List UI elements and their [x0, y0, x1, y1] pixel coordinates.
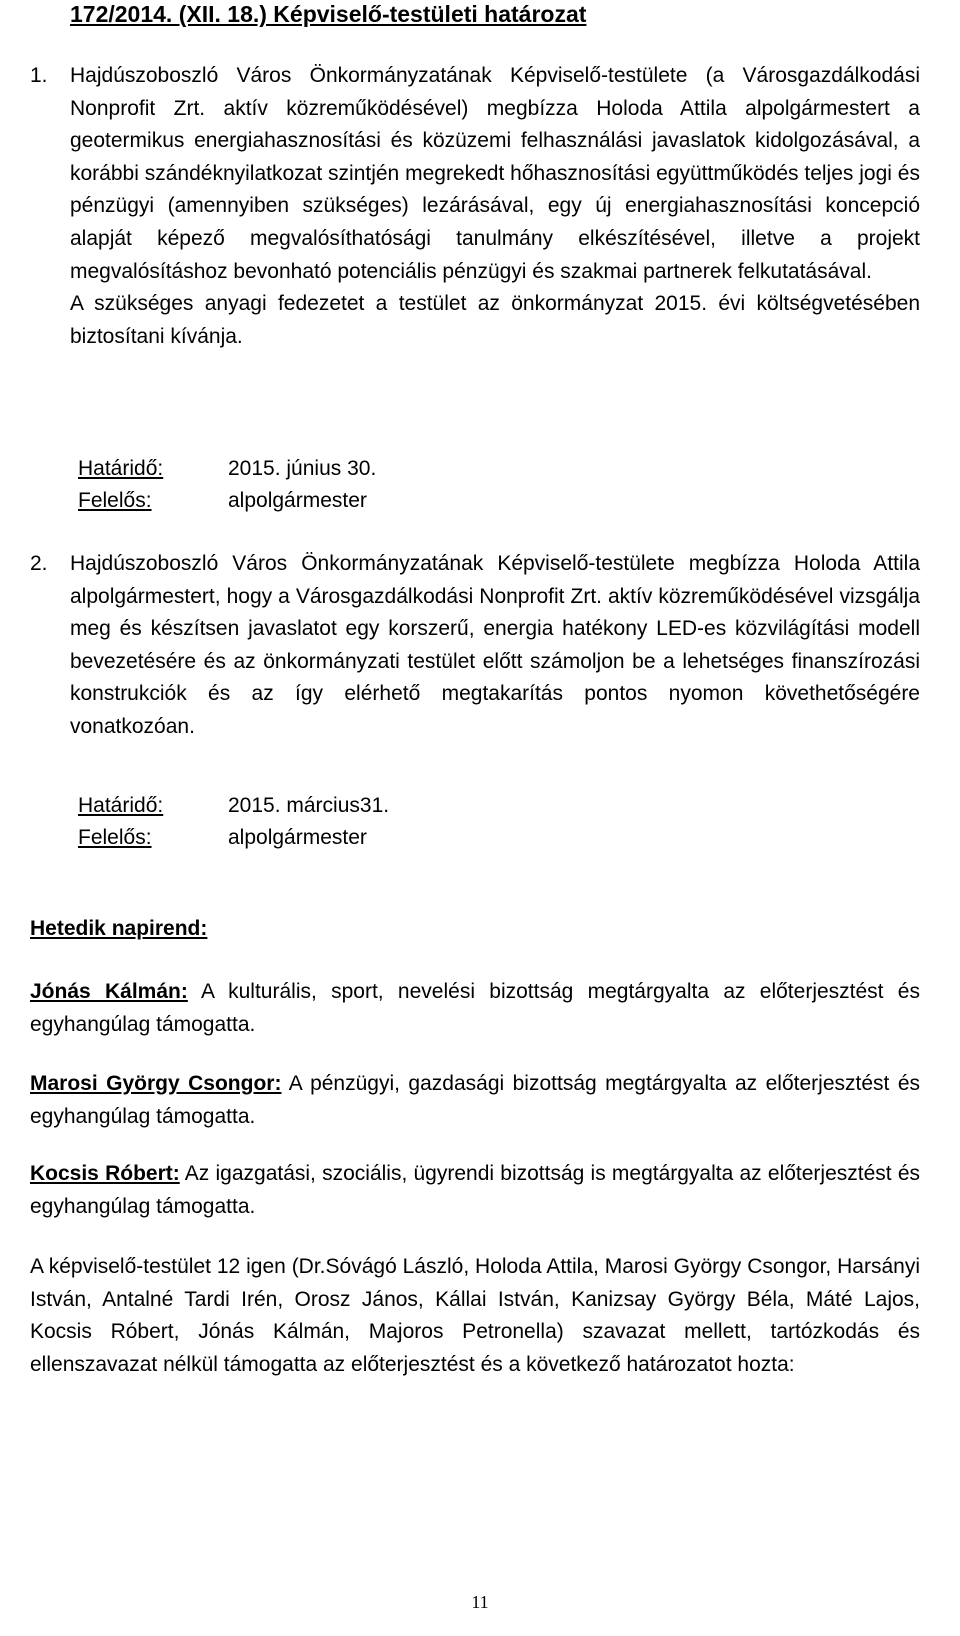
- agenda-section-title: Hetedik napirend:: [30, 917, 208, 940]
- statement-text: A kulturális, sport, nevelési bizottság megtárgyalta az előterjesztést és egyhangúlag támogatta.: [30, 980, 920, 1036]
- deadline-line-1: Határidő: 2015. június 30.: [78, 457, 377, 480]
- responsible-value: alpolgármester: [228, 826, 367, 849]
- deadline-label: Határidő: [78, 457, 158, 480]
- item-body: [70, 60, 920, 353]
- statement-text: A pénzügyi, gazdasági bizottság megtárgyalta az előterjesztést és egyhangúlag támogatta.: [30, 1072, 920, 1128]
- item-body: [70, 548, 920, 744]
- item-paragraph: A szükséges anyagi fedezetet a testület az önkormányzat 2015. évi költségvetésében biztosítani kívánja.: [70, 292, 920, 348]
- item-paragraph: Hajdúszoboszló Város Önkormányzatának Képviselő-testülete megbízza Holoda Attila alpolgármestert, hogy a Városgazdálkodási Nonprofit Zrt. aktív közreműködésével vizsgálja meg és készítsen javaslatot egy korszerű, energia hatékony LED-es közvilágítási modell bevezetésére és az önkormányzati testület előtt számoljon be a lehetséges finanszírozási konstrukciók és az így elérhető megtakarítás pontos nyomon követhetőségére vonatkozóan.: [70, 552, 920, 738]
- responsible-label: Felelős: [78, 826, 146, 849]
- speaker-name: Marosi György Csongor:: [30, 1072, 282, 1095]
- vote-result-paragraph: A képviselő-testület 12 igen (Dr.Sóvágó László, Holoda Attila, Marosi György Csongor, Harsányi István, Antalné Tardi Irén, Orosz János, Kállai István, Kanizsay György Béla, Máté Lajos, Kocsis Róbert, Jónás Kálmán, Majoros Petronella) szavazat mellett, tartózkodás és ellenszavazat nélkül támogatta az előterjesztést és a következő határozatot hozta:: [30, 1255, 920, 1376]
- resolution-title: 172/2014. (XII. 18.) Képviselő-testületi határozat: [70, 1, 587, 27]
- speaker-name: Kocsis Róbert:: [30, 1162, 180, 1185]
- committee-statement: [30, 976, 920, 1041]
- responsible-value: alpolgármester: [228, 489, 367, 512]
- item-paragraph: Hajdúszoboszló Város Önkormányzatának Képviselő-testülete (a Városgazdálkodási Nonprofit Zrt. aktív közreműködésével) megbízza Holoda Attila alpolgármestert a geotermikus energiahasznosítási és közüzemi felhasználási javaslatok kidolgozásával, a korábbi szándéknyilatkozat szintjén megrekedt hőhasznosítási együttműködés teljes jogi és pénzügyi (amennyiben szükséges) lezárásával, egy új energiahasznosítási koncepció alapját képező megvalósíthatósági tanulmány elkészítésével, illetve a projekt megvalósításhoz bevonható potenciális pénzügyi és szakmai partnerek felkutatásával.: [70, 64, 920, 283]
- deadline-label: Határidő: [78, 794, 158, 817]
- deadline-value: 2015. március31.: [228, 794, 390, 817]
- responsible-line-1: Felelős: alpolgármester: [78, 489, 367, 512]
- responsible-line-2: Felelős: alpolgármester: [78, 826, 367, 849]
- item-number: 1.: [30, 64, 48, 87]
- deadline-value: 2015. június 30.: [228, 457, 377, 480]
- speaker-name: Jónás Kálmán:: [30, 980, 188, 1003]
- deadline-line-2: Határidő: 2015. március31.: [78, 794, 390, 817]
- committee-statement: [30, 1068, 920, 1133]
- statement-text: Az igazgatási, szociális, ügyrendi bizottság is megtárgyalta az előterjesztést és egyhangúlag támogatta.: [30, 1162, 920, 1218]
- page-number: 11: [471, 1592, 489, 1612]
- item-number: 2.: [30, 552, 48, 575]
- responsible-label: Felelős: [78, 489, 146, 512]
- committee-statement: [30, 1158, 920, 1223]
